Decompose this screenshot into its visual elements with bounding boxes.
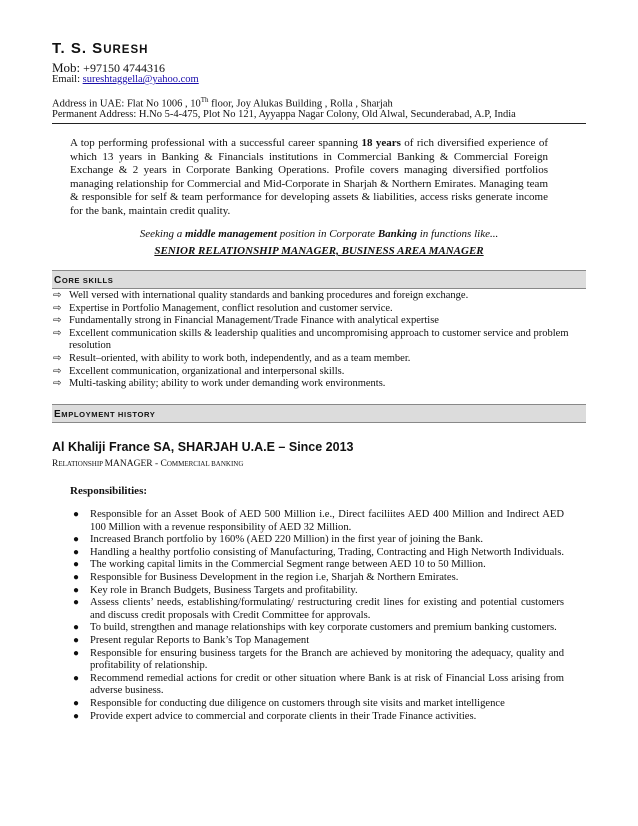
responsibility-text: Key role in Branch Budgets, Business Targets and profitability. (90, 584, 358, 596)
responsibility-text: Present regular Reports to Bank’s Top Management (90, 634, 310, 646)
summary-post: of rich diversified experience of which 13 years in Banking & Financials institutions in Commercial Banking & Commercial Foreign Exchange & 2 years in Corporate Banking Operations. Profile covers managing diversified portfolios managing relationship for Commercial and Mid-Corporate in Sharjah & Northern Emirates. Managing team & responsible for self & team performance for developing assets & liabilities, access risks generate income for the bank, maintain credit quality. (70, 137, 548, 217)
bullet-icon: ● (73, 597, 80, 609)
arrow-icon: ⇨ (53, 352, 62, 364)
role-part: OMMERCIAL BANKING (166, 460, 244, 468)
responsibility-text: Responsible for Business Development in the region i.e, Sharjah & Northern Emirates. (90, 571, 459, 583)
responsibility-item (70, 635, 564, 648)
responsibility-text: Increased Branch portfolio by 160% (AED 220 Million) in the first year of joining the Bank. (90, 534, 484, 546)
skill-text: Excellent communication skills & leadership qualities and uncompromising approach to customer service and problem resolution (69, 327, 569, 352)
arrow-icon: ⇨ (53, 290, 62, 301)
header-divider (52, 123, 586, 124)
bullet-icon: ● (73, 584, 80, 596)
bullet-icon: ● (73, 647, 80, 659)
seeking-bold-1: middle management (184, 228, 277, 240)
profile-summary (70, 137, 548, 219)
summary-pre: A top performing professional with a successful career spanning (70, 137, 362, 149)
candidate-name (52, 40, 148, 57)
skill-item (52, 315, 586, 328)
arrow-icon: ⇨ (53, 378, 62, 390)
bullet-icon: ● (73, 622, 80, 634)
permanent-address: Permanent Address: H.No 5-4-475, Plot No 121, Ayyappa Nagar Colony, Old Alwal, Secunderabad, A.P, India (52, 109, 516, 120)
seeking-mid: position in Corporate (276, 228, 378, 240)
objective-line (52, 228, 586, 240)
arrow-icon: ⇨ (53, 302, 62, 314)
company-title: Al Khaliji France SA, SHARJAH U.A.E – Since 2013 (52, 440, 354, 454)
responsibility-item (70, 559, 564, 572)
core-skills-list (52, 290, 586, 391)
email-link[interactable]: sureshtaggella@yahoo.com (82, 74, 199, 85)
skill-item (52, 366, 586, 379)
responsibility-text: Handling a healthy portfolio consisting of Manufacturing, Trading, Contracting and High Networth Individuals. (90, 546, 564, 558)
arrow-icon: ⇨ (53, 365, 62, 377)
name-first: T. S. S (52, 40, 104, 57)
responsibility-item (70, 698, 564, 711)
responsibility-text: The working capital limits in the Commercial Segment range between AED 10 to 50 Million. (90, 559, 486, 571)
seeking-post: in functions like... (416, 228, 499, 240)
core-skills-heading-rest: ORE SKILLS (61, 276, 114, 285)
seeking-pre: Seeking a (139, 228, 185, 240)
target-role (52, 245, 586, 257)
bullet-icon: ● (73, 559, 80, 571)
bullet-icon: ● (73, 534, 80, 546)
responsibility-item (70, 547, 564, 560)
responsibility-item (70, 597, 564, 622)
core-skills-heading (52, 270, 586, 289)
responsibility-text: Responsible for an Asset Book of AED 500 Million i.e., Direct faciliites AED 400 Million and Indirect AED 100 Million with a revenue responsibility of AED 32 Million. (90, 509, 564, 533)
skill-text: Well versed with international quality standards and banking procedures and foreign exchange. (69, 290, 469, 301)
responsibility-item (70, 673, 564, 698)
name-rest: URESH (103, 44, 149, 56)
role-part: R (52, 459, 59, 469)
employment-heading-rest: MPLOYMENT HISTORY (61, 410, 156, 419)
job-role (52, 459, 243, 469)
responsibilities-title: Responsibilities: (70, 485, 148, 497)
target-role-text: SENIOR RELATIONSHIP MANAGER, BUSINESS AREA MANAGER (154, 245, 484, 257)
mobile-number: +97150 4744316 (80, 61, 165, 75)
bullet-icon: ● (73, 697, 80, 709)
seeking-bold-2: Banking (377, 228, 417, 240)
skill-item (52, 353, 586, 366)
responsibility-item (70, 648, 564, 673)
uae-address-sup: Th (200, 96, 209, 104)
responsibility-text: Recommend remedial actions for credit or other situation where Bank is at risk of Financial Loss arising from adverse business. (90, 672, 564, 697)
responsibility-item (70, 622, 564, 635)
responsibility-item (70, 534, 564, 547)
role-part: ELATIONSHIP (58, 460, 105, 468)
skill-item (52, 290, 586, 303)
email-label: Email: (52, 74, 83, 85)
skill-item (52, 378, 586, 391)
responsibility-item (70, 572, 564, 585)
skill-text: Result–oriented, with ability to work both, independently, and as a team member. (69, 352, 411, 364)
bullet-icon: ● (73, 634, 80, 646)
responsibility-text: Responsible for conducting due diligence on customers through site visits and market intelligence (90, 697, 505, 709)
bullet-icon: ● (73, 710, 80, 722)
responsibility-text: Responsible for ensuring business targets for the Branch are achieved by monitoring the adequacy, quality and profitability of relationship. (90, 647, 564, 672)
skill-item (52, 303, 586, 316)
role-part: MANAGER - C (104, 459, 167, 469)
responsibility-text: Provide expert advice to commercial and corporate clients in their Trade Finance activities. (90, 710, 477, 722)
bullet-icon: ● (73, 509, 80, 520)
bullet-icon: ● (73, 571, 80, 583)
responsibility-item (70, 711, 564, 724)
arrow-icon: ⇨ (53, 315, 62, 327)
uae-address-pre: Address in UAE: Flat No 1006 , 10 (52, 98, 201, 110)
email-line (52, 74, 199, 85)
arrow-icon: ⇨ (53, 327, 62, 339)
mobile-label: Mob: (52, 60, 81, 75)
bullet-icon: ● (73, 672, 80, 684)
uae-address-post: floor, Joy Alukas Building , Rolla , Sharjah (208, 98, 393, 110)
skill-text: Excellent communication, organizational and interpersonal skills. (69, 365, 345, 377)
responsibilities-list (70, 509, 564, 723)
responsibility-item (70, 585, 564, 598)
responsibility-item (70, 509, 564, 534)
employment-heading-first: E (54, 409, 62, 420)
responsibility-text: Assess clients’ needs, establishing/formulating/ restructuring credit lines for existing and potential customers and discuss credit proposals with Credit Committee for approvals. (90, 597, 564, 621)
summary-bold: 18 years (361, 137, 401, 149)
bullet-icon: ● (73, 546, 80, 558)
skill-text: Fundamentally strong in Financial Management/Trade Finance with analytical expertise (69, 315, 439, 327)
core-skills-heading-first: C (54, 275, 62, 286)
employment-history-heading (52, 404, 586, 423)
skill-item (52, 328, 586, 353)
skill-text: Expertise in Portfolio Management, conflict resolution and customer service. (69, 302, 393, 314)
responsibility-text: To build, strengthen and manage relationships with key corporate customers and premium banking customers. (90, 622, 557, 634)
uae-address (52, 96, 393, 110)
skill-text: Multi-tasking ability; ability to work under demanding work environments. (69, 378, 386, 390)
